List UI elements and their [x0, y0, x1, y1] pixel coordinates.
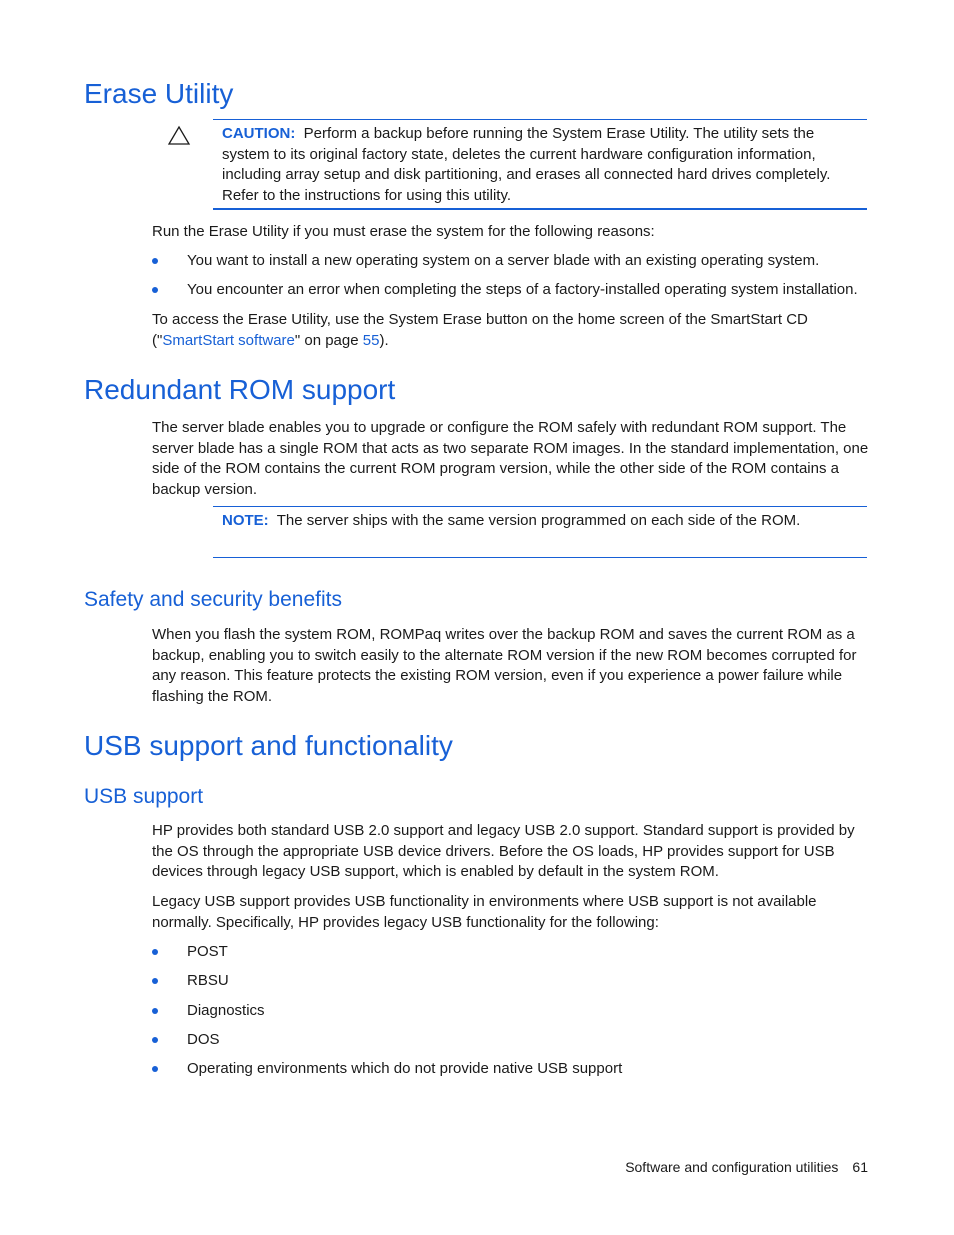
list-item: DOS [152, 1030, 872, 1050]
list-item: You encounter an error when completing the steps of a factory-installed operating system installation. [152, 280, 872, 300]
smartstart-software-link[interactable]: SmartStart software [162, 331, 295, 349]
usb-support-heading: USB support [84, 785, 204, 808]
list-item: RBSU [152, 971, 872, 991]
bullet-dot-icon [152, 1008, 158, 1014]
bullet-dot-icon [152, 1066, 158, 1072]
list-item: Operating environments which do not provide native USB support [152, 1059, 872, 1079]
list-item: POST [152, 942, 872, 962]
usb-support-body2: Legacy USB support provides USB functionality in environments where USB support is not available normally. Specifically, HP provides legacy USB functionality for the following: [152, 893, 817, 931]
note-top-rule [213, 506, 867, 507]
caution-bottom-rule [213, 208, 867, 210]
bullet-dot-icon [152, 258, 158, 264]
bullet-dot-icon [152, 1037, 158, 1043]
note-label: NOTE: [222, 512, 269, 529]
safety-heading: Safety and security benefits [84, 588, 342, 611]
note-box [222, 511, 862, 532]
page-55-link[interactable]: 55 [362, 331, 380, 349]
footer-section: Software and configuration utilities [625, 1159, 839, 1175]
bullet-dot-icon [152, 949, 158, 955]
footer-page-number: 61 [852, 1159, 868, 1175]
page-footer [625, 1159, 868, 1175]
redundant-rom-body: The server blade enables you to upgrade or configure the ROM safely with redundant ROM support. The server blade has a single ROM that acts as two separate ROM images. In the standard implementation, one side of the ROM contains the current ROM program version, while the other side of the ROM contains a backup version. [152, 419, 869, 498]
list-item: You want to install a new operating system on a server blade with an existing operating system. [152, 251, 872, 271]
usb-functionality-heading: USB support and functionality [84, 730, 453, 761]
erase-intro: Run the Erase Utility if you must erase the system for the following reasons: [152, 223, 655, 240]
erase-utility-heading: Erase Utility [84, 78, 234, 109]
caution-icon [167, 125, 191, 146]
bullet-dot-icon [152, 978, 158, 984]
note-bottom-rule [213, 557, 867, 558]
redundant-rom-heading: Redundant ROM support [84, 374, 396, 405]
caution-label: CAUTION: [222, 125, 296, 142]
caution-text: Perform a backup before running the System Erase Utility. The utility sets the system to its original factory state, deletes the current hardware configuration information, including array setup and disk partitioning, and erases all connected hard drives completely. Refer to the instructions for using this utility. [222, 125, 831, 204]
caution-top-rule [213, 119, 867, 120]
usb-support-body1: HP provides both standard USB 2.0 support and legacy USB 2.0 support. Standard support is provided by the OS through the appropriate USB device drivers. Before the OS loads, HP provides support for USB devices through legacy USB support, which is enabled by default in the system ROM. [152, 822, 855, 880]
erase-access-text: To access the Erase Utility, use the System Erase button on the home screen of the SmartStart CD ("SmartStart software" on page 55). [152, 311, 808, 349]
caution-box [222, 124, 862, 206]
list-item: Diagnostics [152, 1001, 872, 1021]
note-text: The server ships with the same version programmed on each side of the ROM. [276, 512, 801, 529]
bullet-dot-icon [152, 287, 158, 293]
safety-body: When you flash the system ROM, ROMPaq writes over the backup ROM and saves the current ROM as a backup, enabling you to switch easily to the alternate ROM version if the new ROM becomes corrupted for any reason. This feature protects the existing ROM version, even if you experience a power failure while flashing the ROM. [152, 626, 857, 705]
